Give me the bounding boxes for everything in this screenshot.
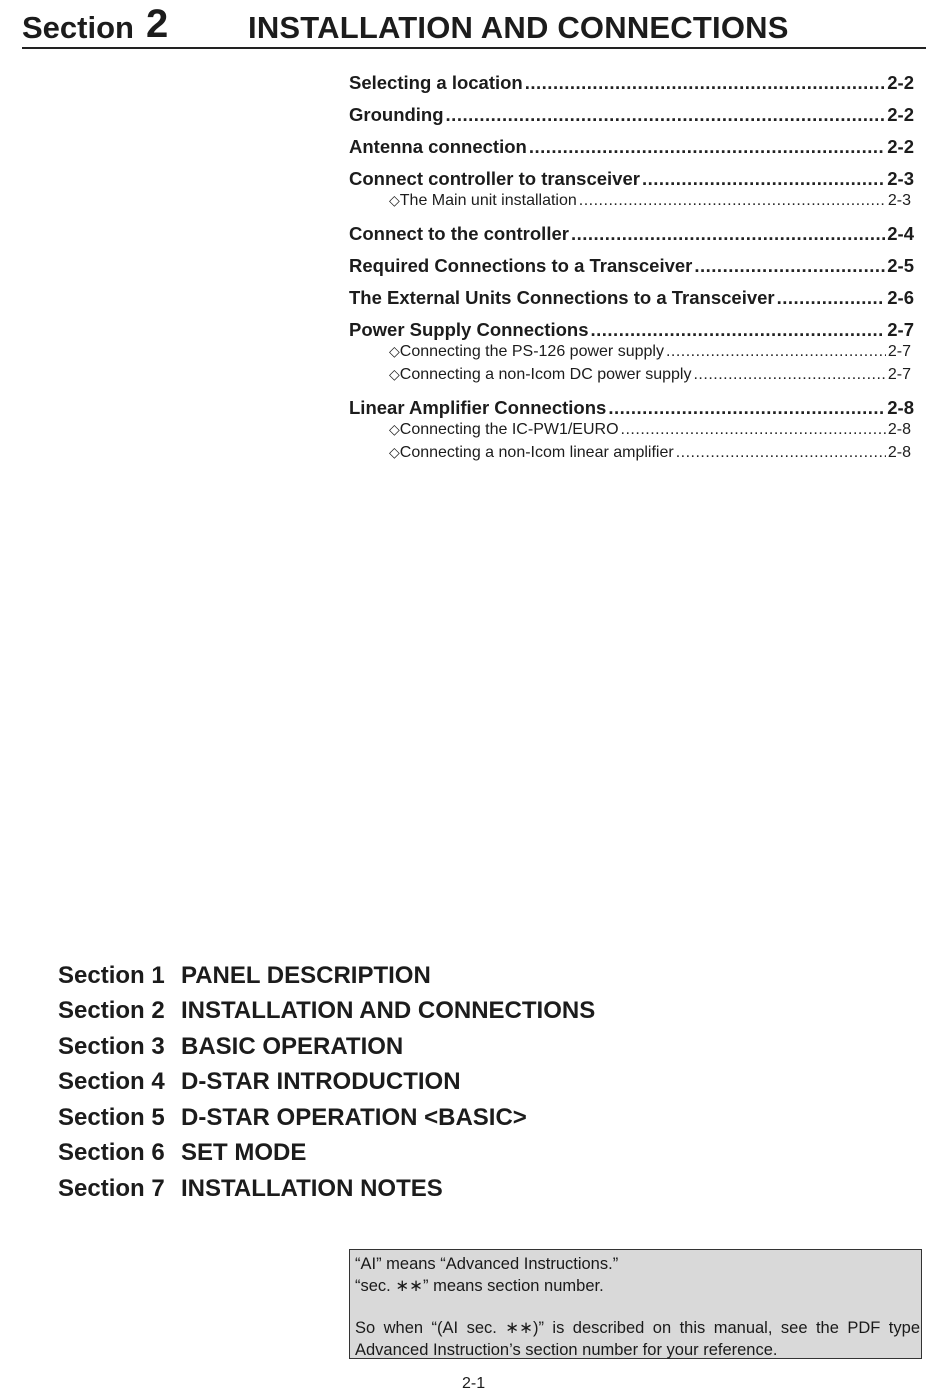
section-header (22, 0, 926, 49)
diamond-icon: ◇ (389, 444, 400, 460)
toc-entry (349, 397, 914, 421)
toc-label: Connect controller to transceiver (349, 168, 640, 189)
toc-label: Selecting a location (349, 72, 523, 93)
section-list-item (58, 1136, 595, 1172)
toc-leader (446, 104, 886, 126)
toc-page: 2-2 (887, 104, 914, 125)
toc-label: Connecting the PS-126 power supply (399, 343, 664, 360)
toc-label: Power Supply Connections (349, 319, 589, 340)
toc-leader (694, 255, 885, 277)
toc-leader (529, 136, 885, 158)
toc-entry (349, 255, 914, 279)
section-label: Section 5 (58, 1103, 165, 1131)
diamond-icon: ◇ (389, 421, 400, 437)
section-list-item (58, 1171, 595, 1207)
toc-page: 2-7 (887, 319, 914, 340)
toc-leader (676, 444, 886, 462)
section-number: 2 (146, 2, 169, 46)
toc-entry (349, 287, 914, 311)
toc-label: Grounding (349, 104, 444, 125)
toc-subentry (349, 343, 911, 366)
section-name: SET MODE (181, 1139, 307, 1167)
toc-label: Connect to the controller (349, 223, 569, 244)
section-label: Section 3 (58, 1032, 165, 1060)
toc-page: 2-2 (887, 136, 914, 157)
toc-leader (591, 319, 886, 341)
toc-page: 2-7 (887, 343, 911, 360)
toc-page: 2-6 (887, 287, 914, 308)
toc-page: 2-8 (887, 397, 914, 418)
section-name: D-STAR INTRODUCTION (181, 1068, 461, 1096)
section-title: INSTALLATION AND CONNECTIONS (248, 10, 789, 45)
toc-leader (693, 366, 885, 384)
section-name: INSTALLATION AND CONNECTIONS (181, 997, 596, 1025)
toc-page: 2-5 (887, 255, 914, 276)
toc-subentry (349, 366, 911, 389)
toc-leader (571, 223, 885, 245)
toc-label: Required Connections to a Transceiver (349, 255, 693, 276)
toc-leader (621, 421, 886, 439)
page-number: 2-1 (462, 1375, 486, 1392)
section-list-item (58, 1029, 595, 1065)
toc-label: Connecting a non-Icom linear amplifier (399, 444, 674, 461)
toc-page: 2-2 (887, 72, 914, 93)
note-box (349, 1249, 922, 1359)
note-line: So when “(AI sec. ∗∗)” is described on this manual, see the PDF type (355, 1319, 920, 1337)
diamond-icon: ◇ (389, 343, 400, 359)
toc-entry (349, 104, 914, 128)
toc-page: 2-7 (887, 366, 911, 383)
section-list-item (58, 994, 595, 1030)
note-line: “AI” means “Advanced Instructions.” (355, 1255, 619, 1273)
section-name: D-STAR OPERATION <BASIC> (181, 1103, 527, 1131)
toc-label: The External Units Connections to a Transceiver (349, 287, 775, 308)
toc-label: Antenna connection (349, 136, 527, 157)
toc-entry (349, 168, 914, 192)
section-list-item (58, 1065, 595, 1101)
section-label: Section 2 (58, 997, 165, 1025)
section-label: Section 6 (58, 1139, 165, 1167)
note-line: Advanced Instruction’s section number for your reference. (355, 1340, 778, 1359)
toc-label: Connecting a non-Icom DC power supply (399, 366, 692, 383)
toc-leader (666, 343, 886, 361)
toc-page: 2-8 (887, 444, 911, 461)
toc-label: Linear Amplifier Connections (349, 397, 607, 418)
diamond-icon: ◇ (389, 366, 400, 382)
section-list-item (58, 1100, 595, 1136)
diamond-icon: ◇ (389, 192, 400, 208)
table-of-contents (349, 72, 914, 467)
toc-leader (525, 72, 886, 94)
section-list-item (58, 958, 595, 994)
toc-entry (349, 72, 914, 96)
toc-page: 2-3 (887, 168, 914, 189)
section-name: PANEL DESCRIPTION (181, 961, 431, 989)
note-line: “sec. ∗∗” means section number. (355, 1276, 604, 1295)
toc-subentry (349, 444, 911, 467)
toc-label: Connecting the IC-PW1/EURO (399, 421, 619, 438)
section-word: Section (22, 10, 134, 45)
toc-entry (349, 223, 914, 247)
section-name: BASIC OPERATION (181, 1032, 404, 1060)
section-list (58, 958, 595, 1207)
toc-page: 2-3 (887, 192, 911, 209)
toc-leader (777, 287, 886, 309)
section-label: Section 4 (58, 1068, 165, 1096)
toc-entry (349, 136, 914, 160)
toc-label: The Main unit installation (399, 192, 577, 209)
section-label: Section 1 (58, 961, 165, 989)
toc-page: 2-4 (887, 223, 914, 244)
toc-entry (349, 319, 914, 343)
toc-subentry (349, 421, 911, 444)
section-name: INSTALLATION NOTES (181, 1174, 443, 1202)
toc-leader (608, 397, 885, 419)
toc-subentry (349, 192, 911, 215)
toc-leader (642, 168, 885, 190)
section-label: Section 7 (58, 1174, 165, 1202)
toc-page: 2-8 (887, 421, 911, 438)
toc-leader (579, 192, 886, 210)
